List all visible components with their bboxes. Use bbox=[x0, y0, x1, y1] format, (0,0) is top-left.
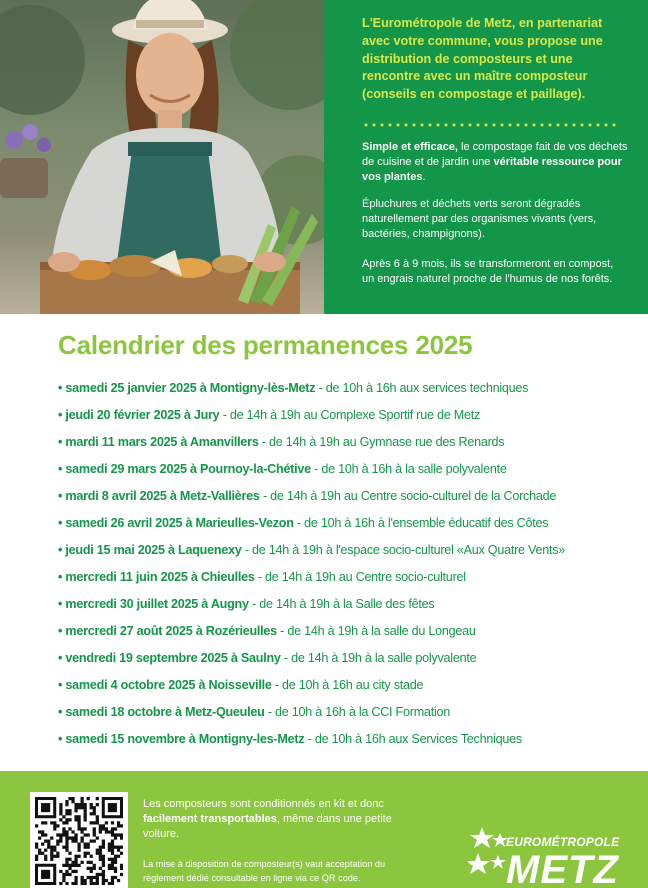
calendar-item bbox=[58, 459, 638, 486]
calendar-item-detail: de 14h à 19h à la Salle des fêtes bbox=[259, 597, 435, 611]
calendar-item bbox=[58, 540, 638, 567]
calendar-title: Calendrier des permanences 2025 bbox=[58, 330, 473, 360]
calendar-item-date-place: mercredi 30 juillet 2025 à Augny bbox=[65, 597, 249, 611]
bullet-icon: • bbox=[58, 462, 63, 476]
calendar-item bbox=[58, 513, 638, 540]
calendar-item-separator: - bbox=[259, 489, 271, 503]
footer-band bbox=[0, 771, 648, 888]
calendar-item bbox=[58, 594, 638, 621]
kit-note bbox=[143, 797, 413, 842]
bullet-icon: • bbox=[58, 543, 63, 557]
calendar-item-detail: de 10h à 16h aux services techniques bbox=[325, 381, 529, 395]
calendar-item-detail: de 14h à 19h au Centre socio-culturel de la Corchade bbox=[270, 489, 557, 503]
qr-code[interactable] bbox=[30, 792, 128, 888]
calendar-list bbox=[58, 378, 638, 756]
paragraph-simple-highlight: véritable ressource pour vos plantes bbox=[362, 156, 622, 183]
logo-city: METZ bbox=[506, 848, 619, 888]
calendar-item-date-place: samedi 15 novembre à Montigny-les-Metz bbox=[65, 732, 305, 746]
calendar-item-date-place: mardi 8 avril 2025 à Metz-Vallières bbox=[65, 489, 260, 503]
kit-note-highlight: facilement transportables bbox=[143, 813, 277, 825]
intro-text: L'Eurométropole de Metz, en partenariat avec votre commune, vous propose une distribution de composteurs et une rencontre avec un maître composteur (conseils en compostage et paillage). bbox=[362, 16, 603, 102]
calendar-item bbox=[58, 405, 638, 432]
calendar-item-detail: de 10h à 16h au city stade bbox=[282, 678, 424, 692]
calendar-item-detail: de 14h à 19h au Gymnase rue des Renards bbox=[269, 435, 505, 449]
intro-panel bbox=[324, 0, 648, 314]
calendar-item bbox=[58, 675, 638, 702]
calendar-item-separator: - bbox=[248, 597, 260, 611]
calendar-item-date-place: samedi 4 octobre 2025 à Noisseville bbox=[65, 678, 272, 692]
calendar-item-date-place: samedi 25 janvier 2025 à Montigny-lès-Metz bbox=[65, 381, 316, 395]
paragraph-compost: Après 6 à 9 mois, ils se transformeront en compost, un engrais naturel proche de l'humus de nos forêts. bbox=[362, 258, 614, 285]
hero-photo bbox=[0, 0, 324, 314]
paragraph-simple bbox=[362, 140, 628, 185]
calendar-item bbox=[58, 621, 638, 648]
bullet-icon: • bbox=[58, 597, 63, 611]
calendar-item-separator: - bbox=[254, 570, 266, 584]
calendar-item-detail: de 14h à 19h à l'espace socio-culturel «Aux Quatre Vents» bbox=[252, 543, 566, 557]
header-band bbox=[0, 0, 648, 314]
qr-code-graphic bbox=[35, 797, 123, 885]
paragraph-peelings: Épluchures et déchets verts seront dégradés naturellement par des organismes vivants (vers, bactéries, champignons). bbox=[362, 198, 597, 240]
calendar-item-detail: de 14h à 19h à la salle polyvalente bbox=[291, 651, 477, 665]
calendar-item-detail: de 14h à 19h au Complexe Sportif rue de Metz bbox=[229, 408, 481, 422]
calendar-item-separator: - bbox=[264, 705, 276, 719]
paragraph-simple-text-b: . bbox=[422, 171, 426, 183]
calendar-item bbox=[58, 567, 638, 594]
calendar-item-date-place: samedi 29 mars 2025 à Pournoy-la-Chétive bbox=[65, 462, 311, 476]
calendar-item-date-place: samedi 26 avril 2025 à Marieulles-Vezon bbox=[65, 516, 294, 530]
calendar-item-separator: - bbox=[304, 732, 315, 746]
calendar-item-separator: - bbox=[315, 381, 326, 395]
calendar-item bbox=[58, 648, 638, 675]
calendar-item-separator: - bbox=[276, 624, 288, 638]
calendar-item bbox=[58, 729, 638, 756]
bullet-icon: • bbox=[58, 489, 63, 503]
calendar-item-date-place: jeudi 20 février 2025 à Jury bbox=[65, 408, 220, 422]
bullet-icon: • bbox=[58, 678, 63, 692]
dotted-divider bbox=[362, 122, 616, 128]
calendar-item-date-place: vendredi 19 septembre 2025 à Saulny bbox=[65, 651, 281, 665]
kit-note-text-b: , même dans une petite voiture. bbox=[143, 813, 392, 840]
calendar-item-date-place: samedi 18 octobre à Metz-Queuleu bbox=[65, 705, 265, 719]
regulation-note: La mise à disposition de composteur(s) vaut acceptation du règlement dédié consultable en ligne via ce QR code. bbox=[143, 859, 386, 883]
calendar-item-detail: de 10h à 16h à la CCI Formation bbox=[275, 705, 450, 719]
calendar-item-separator: - bbox=[258, 435, 270, 449]
calendar-item bbox=[58, 378, 638, 405]
bullet-icon: • bbox=[58, 381, 63, 395]
calendar-item bbox=[58, 486, 638, 513]
calendar-item-date-place: mercredi 11 juin 2025 à Chieulles bbox=[65, 570, 255, 584]
calendar-item bbox=[58, 432, 638, 459]
calendar-item-detail: de 10h à 16h à l'ensemble éducatif des Côtes bbox=[304, 516, 549, 530]
bullet-icon: • bbox=[58, 570, 63, 584]
eurometropole-metz-logo bbox=[468, 825, 638, 888]
paragraph-simple-text-a: le compostage fait de vos déchets de cuisine et de jardin une bbox=[362, 141, 628, 168]
calendar-item-separator: - bbox=[310, 462, 322, 476]
calendar-item-separator: - bbox=[293, 516, 305, 530]
calendar-item-separator: - bbox=[271, 678, 283, 692]
kit-note-text-a: Les composteurs sont conditionnés en kit et donc bbox=[143, 798, 384, 810]
calendar-item-separator: - bbox=[241, 543, 253, 557]
bullet-icon: • bbox=[58, 408, 63, 422]
bullet-icon: • bbox=[58, 651, 63, 665]
bullet-icon: • bbox=[58, 732, 63, 746]
calendar-item-detail: de 10h à 16h à la salle polyvalente bbox=[321, 462, 507, 476]
calendar-item-detail: de 10h à 16h aux Services Techniques bbox=[314, 732, 522, 746]
calendar-item-separator: - bbox=[219, 408, 230, 422]
calendar-item-date-place: jeudi 15 mai 2025 à Laquenexy bbox=[65, 543, 242, 557]
calendar-item-date-place: mardi 11 mars 2025 à Amanvillers bbox=[65, 435, 259, 449]
bullet-icon: • bbox=[58, 516, 63, 530]
calendar-item-detail: de 14h à 19h à la salle du Longeau bbox=[287, 624, 476, 638]
bullet-icon: • bbox=[58, 705, 63, 719]
paragraph-simple-lead: Simple et efficace, bbox=[362, 141, 458, 153]
bullet-icon: • bbox=[58, 624, 63, 638]
calendar-item bbox=[58, 702, 638, 729]
calendar-item-separator: - bbox=[280, 651, 292, 665]
calendar-item-date-place: mercredi 27 août 2025 à Rozérieulles bbox=[65, 624, 277, 638]
bullet-icon: • bbox=[58, 435, 63, 449]
gardener-illustration bbox=[0, 0, 324, 314]
logo-label: EUROMÉTROPOLE bbox=[506, 835, 620, 849]
calendar-item-detail: de 14h à 19h au Centre socio-culturel bbox=[265, 570, 466, 584]
